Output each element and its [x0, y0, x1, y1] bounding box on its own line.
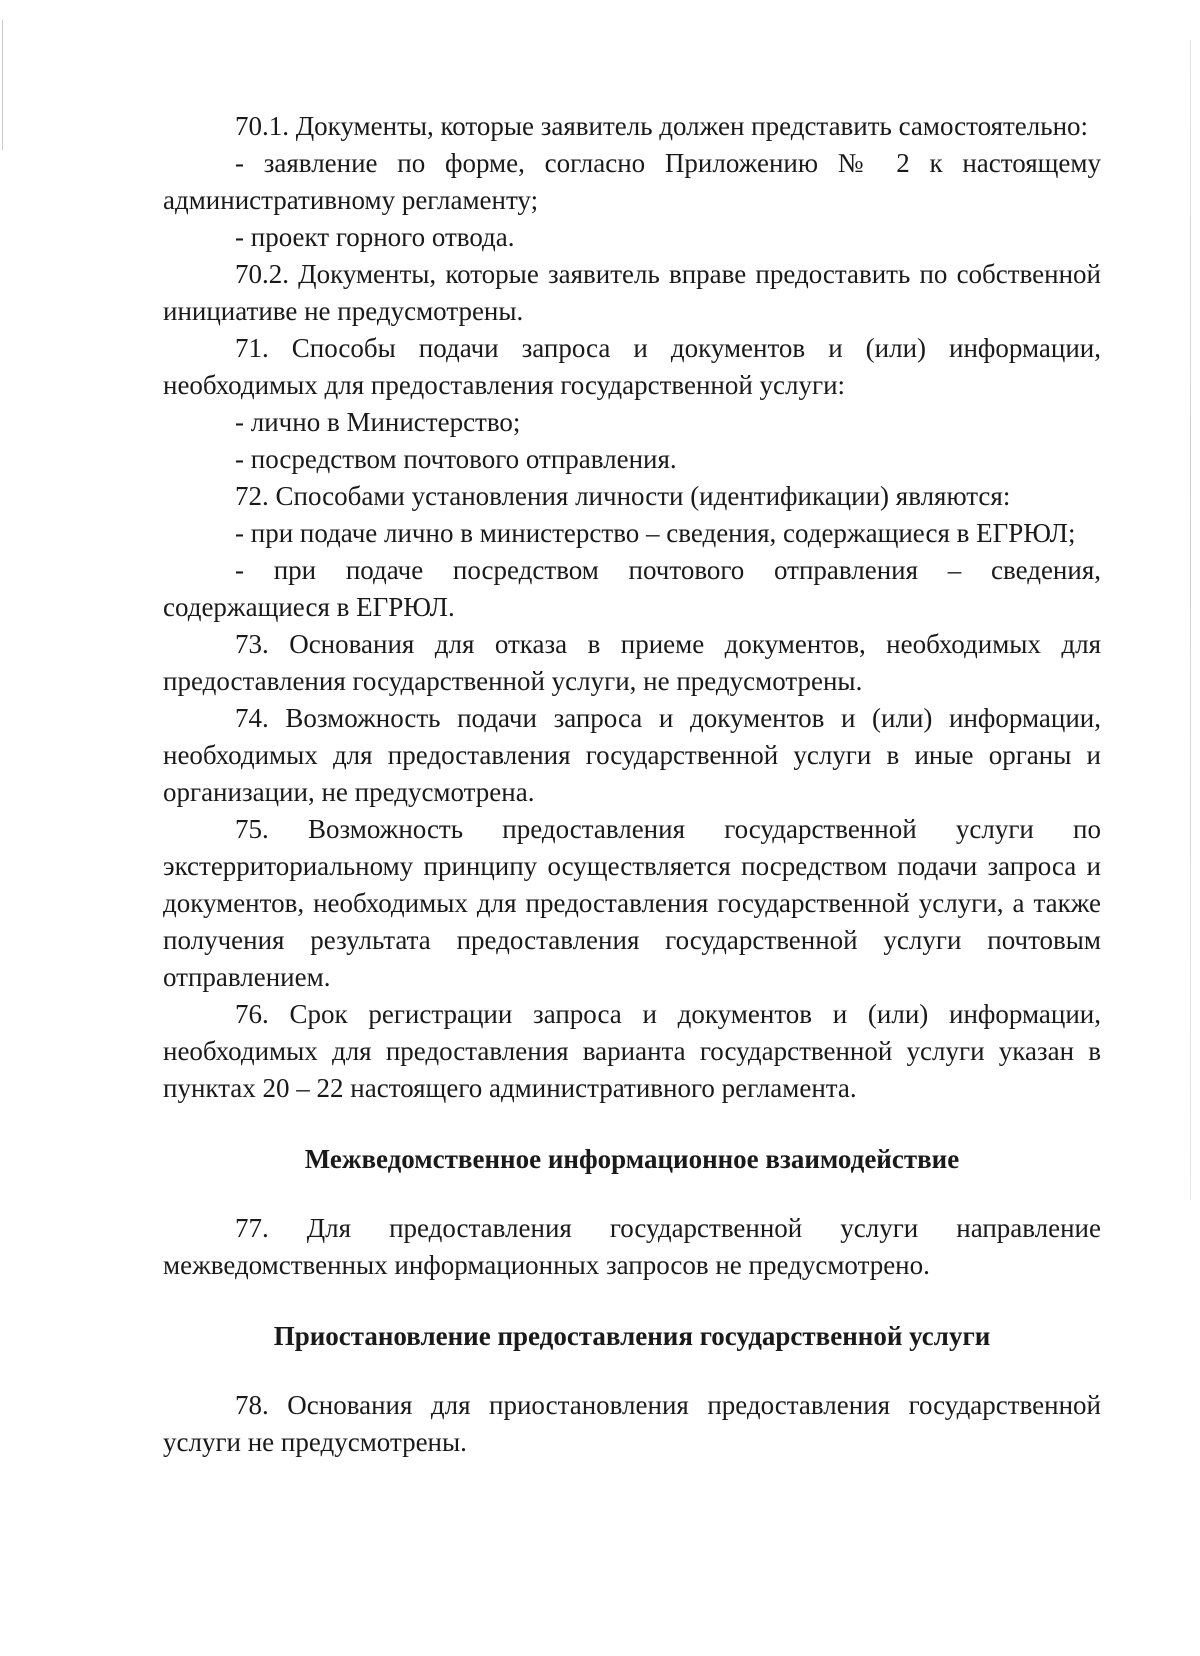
- paragraph-71: 71. Способы подачи запроса и документов и (или) информации, необходимых для предоставления государственной услуги:: [163, 333, 1101, 400]
- list-item-application-form: - заявление по форме, согласно Приложению № 2 к настоящему административному регламенту;: [163, 148, 1101, 215]
- paragraph-70-2: 70.2. Документы, которые заявитель вправе предоставить по собственной инициативе не предусмотрены.: [163, 259, 1101, 326]
- section-heading-interagency: Межведомственное информационное взаимодействие: [304, 1144, 960, 1174]
- paragraph-72: 72. Способами установления личности (идентификации) являются:: [235, 481, 1011, 511]
- scan-edge-left: [2, 20, 3, 150]
- document-body: [163, 108, 1101, 1461]
- scan-edge-right: [1190, 40, 1191, 1200]
- section-heading-suspension: Приостановление предоставления государственной услуги: [273, 1321, 991, 1351]
- paragraph-78: 78. Основания для приостановления предоставления государственной услуги не предусмотрены.: [163, 1390, 1101, 1457]
- paragraph-74: 74. Возможность подачи запроса и документов и (или) информации, необходимых для предоставления государственной услуги в иные органы и организации, не предусмотрена.: [163, 703, 1101, 807]
- paragraph-76: 76. Срок регистрации запроса и документов и (или) информации, необходимых для предоставления варианта государственной услуги указан в пунктах 20 – 22 настоящего административного регламента.: [163, 999, 1101, 1103]
- list-item-identification-by-mail: - при подаче посредством почтового отправления – сведения, содержащиеся в ЕГРЮЛ.: [163, 555, 1101, 622]
- paragraph-70-1: 70.1. Документы, которые заявитель должен представить самостоятельно:: [235, 111, 1089, 141]
- list-item-identification-in-person: - при подаче лично в министерство – сведения, содержащиеся в ЕГРЮЛ;: [235, 518, 1076, 548]
- list-item-in-person: - лично в Министерство;: [235, 407, 521, 437]
- paragraph-77: 77. Для предоставления государственной услуги направление межведомственных информационных запросов не предусмотрено.: [163, 1213, 1101, 1280]
- list-item-mining-project: - проект горного отвода.: [235, 222, 515, 252]
- paragraph-73: 73. Основания для отказа в приеме документов, необходимых для предоставления государственной услуги, не предусмотрены.: [163, 629, 1101, 696]
- list-item-by-mail: - посредством почтового отправления.: [235, 444, 677, 474]
- paragraph-75: 75. Возможность предоставления государственной услуги по экстерриториальному принципу осуществляется посредством подачи запроса и документов, необходимых для предоставления государственной услуги, а также получения результата предоставления государственной услуги почтовым отправлением.: [163, 814, 1101, 992]
